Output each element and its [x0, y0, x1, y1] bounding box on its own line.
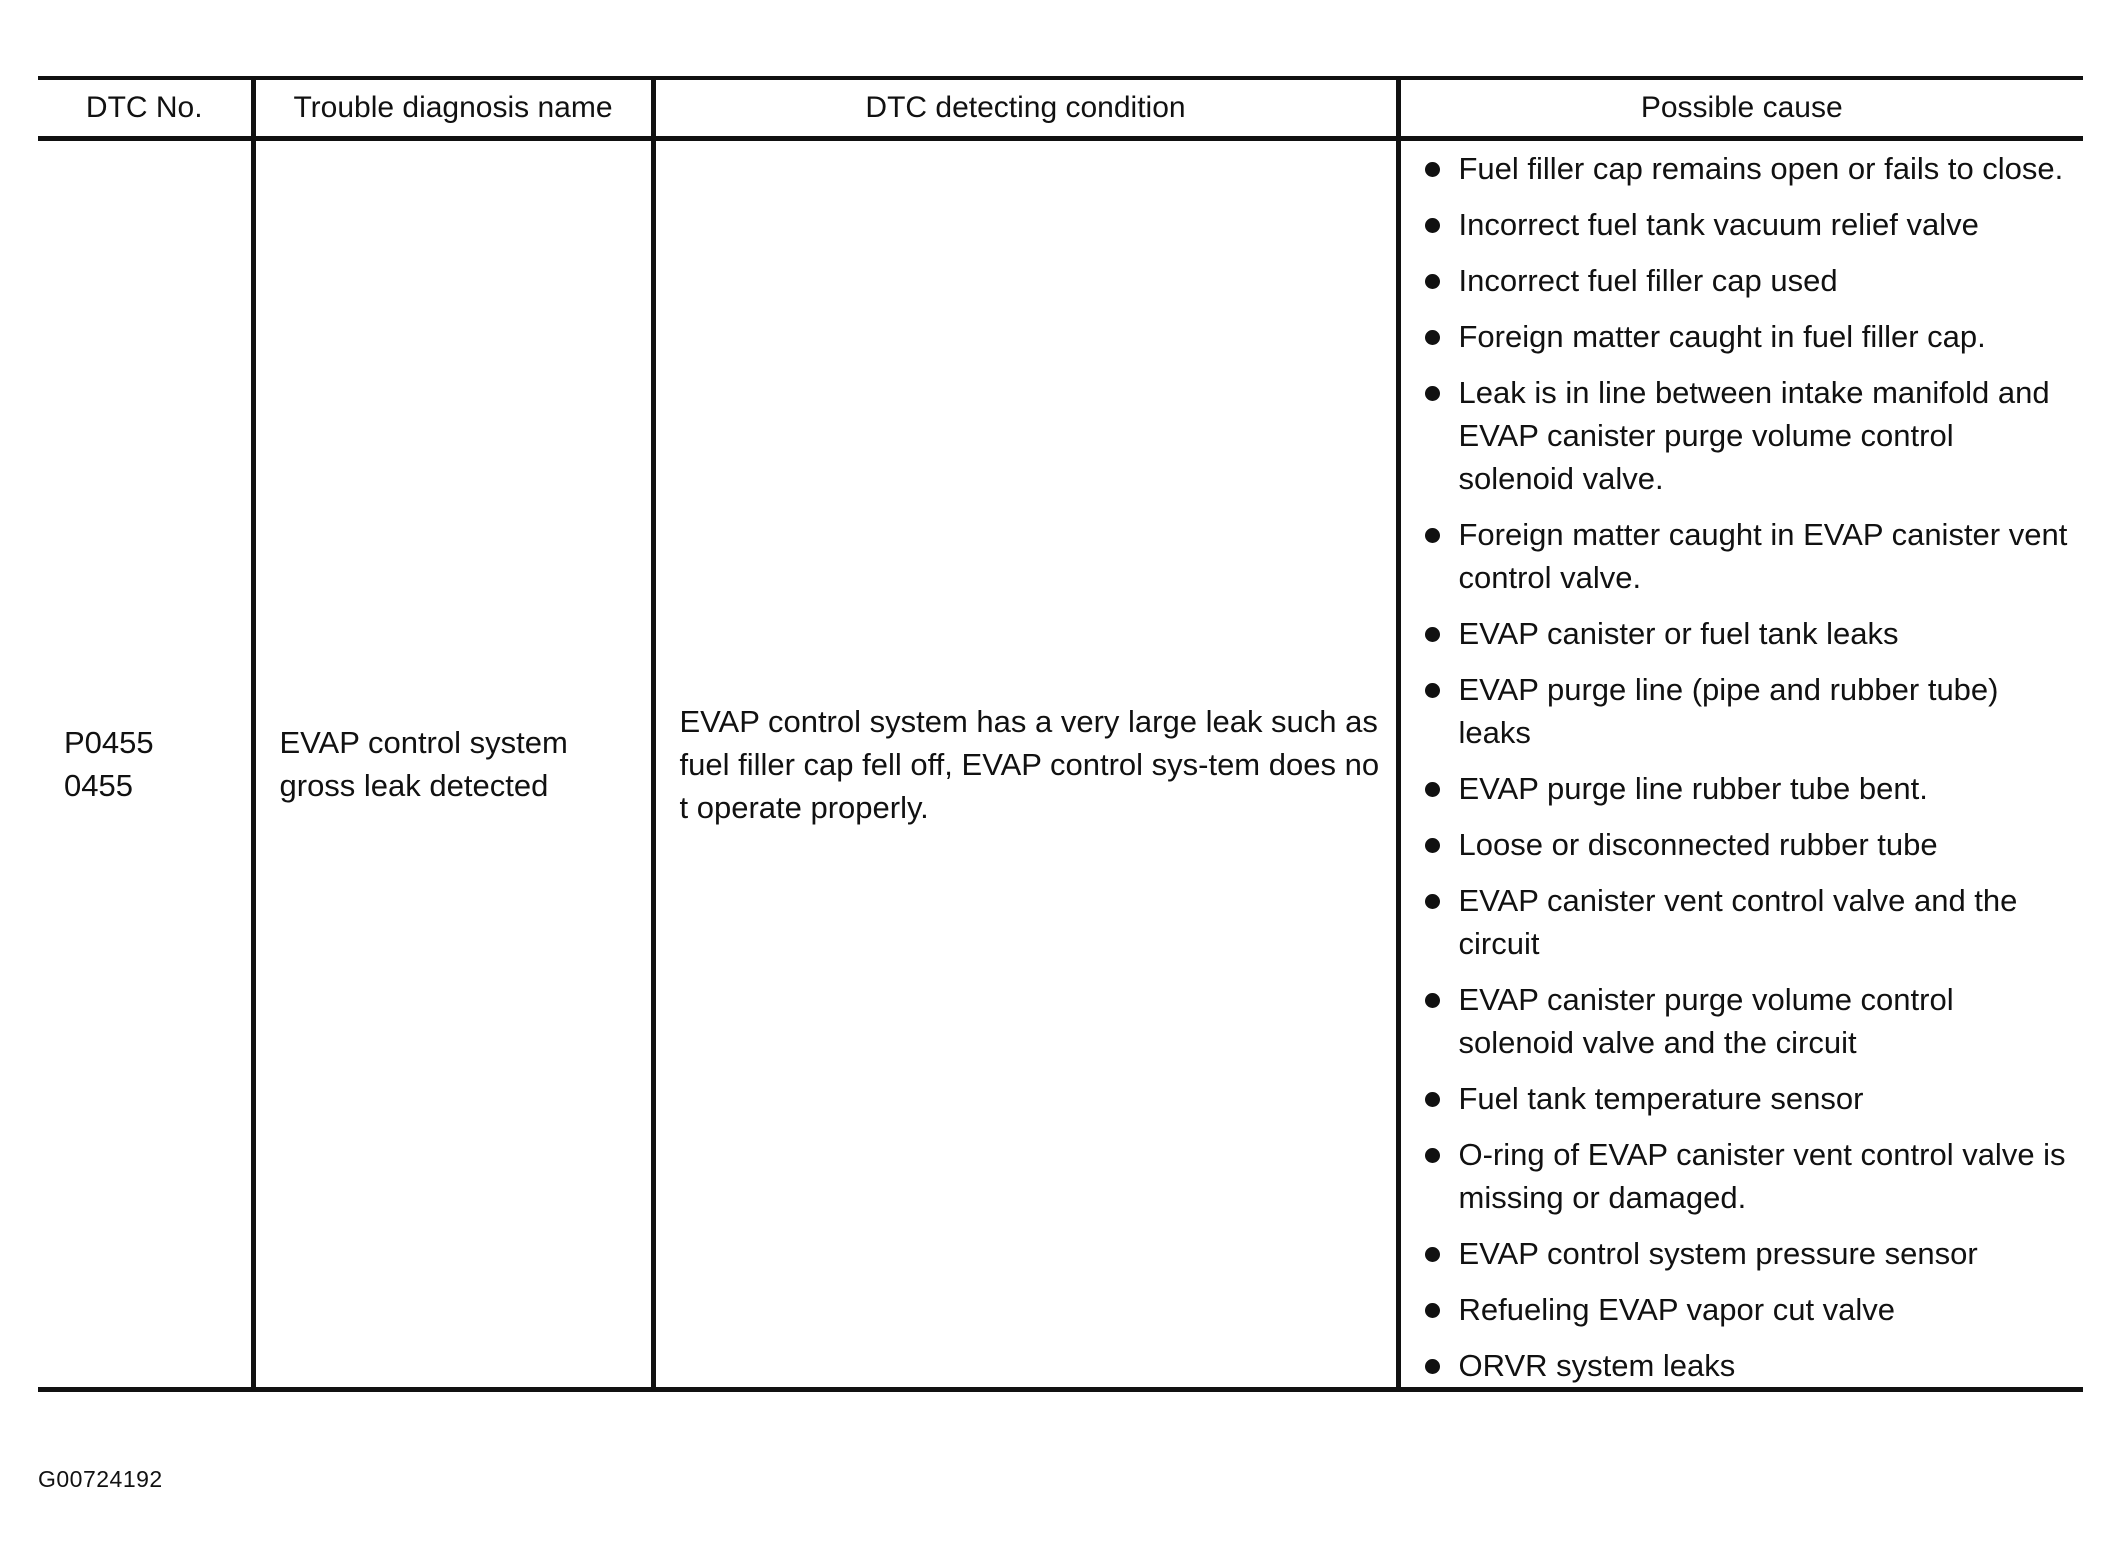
cause-text: EVAP purge line (pipe and rubber tube) leaks	[1458, 672, 1999, 750]
cause-text: Incorrect fuel tank vacuum relief valve	[1458, 207, 1979, 242]
cause-text: Incorrect fuel filler cap used	[1458, 263, 1838, 298]
header-row	[38, 78, 2083, 139]
cause-text: EVAP purge line rubber tube bent.	[1458, 771, 1928, 806]
table-row	[38, 139, 2083, 1390]
list-item	[1425, 259, 2076, 302]
detecting-condition-text: EVAP control system has a very large leak such as fuel filler cap fell off, EVAP control sys-tem does not operate properly.	[679, 703, 1380, 825]
list-item	[1425, 978, 2076, 1064]
bullet-icon	[1425, 1303, 1440, 1318]
bullet-icon	[1425, 993, 1440, 1008]
possible-cause-cell	[1398, 139, 2083, 1390]
bullet-icon	[1425, 894, 1440, 909]
list-item	[1425, 1288, 2076, 1331]
dtc-code-cell	[38, 139, 253, 1390]
dtc-code-primary: P0455	[64, 725, 154, 760]
possible-cause-list	[1425, 147, 2076, 1387]
bullet-icon	[1425, 1148, 1440, 1163]
bullet-icon	[1425, 218, 1440, 233]
list-item	[1425, 668, 2076, 754]
bullet-icon	[1425, 782, 1440, 797]
bullet-icon	[1425, 1092, 1440, 1107]
header-dtc-detecting-condition: DTC detecting condition	[653, 78, 1398, 139]
list-item	[1425, 823, 2076, 866]
dtc-table	[38, 76, 2083, 1392]
header-dtc-no: DTC No.	[38, 78, 253, 139]
cause-text: Foreign matter caught in fuel filler cap.	[1458, 319, 1986, 354]
bullet-icon	[1425, 274, 1440, 289]
list-item	[1425, 315, 2076, 358]
cause-text: EVAP canister or fuel tank leaks	[1458, 616, 1899, 651]
list-item	[1425, 371, 2076, 500]
list-item	[1425, 1077, 2076, 1120]
bullet-icon	[1425, 1247, 1440, 1262]
header-possible-cause: Possible cause	[1398, 78, 2083, 139]
bullet-icon	[1425, 330, 1440, 345]
list-item	[1425, 147, 2076, 190]
cause-text: Foreign matter caught in EVAP canister vent control valve.	[1458, 517, 2068, 595]
header-trouble-diagnosis-name: Trouble diagnosis name	[253, 78, 653, 139]
detecting-condition-cell	[653, 139, 1398, 1390]
figure-id: G00724192	[38, 1466, 163, 1492]
bullet-icon	[1425, 386, 1440, 401]
list-item	[1425, 1344, 2076, 1387]
trouble-diagnosis-name: EVAP control system gross leak detected	[279, 725, 568, 803]
cause-text: EVAP control system pressure sensor	[1458, 1236, 1978, 1271]
list-item	[1425, 1232, 2076, 1275]
cause-text: Loose or disconnected rubber tube	[1458, 827, 1938, 862]
cause-text: Refueling EVAP vapor cut valve	[1458, 1292, 1896, 1327]
cause-text: Leak is in line between intake manifold and EVAP canister purge volume control solenoid valve.	[1458, 375, 2050, 496]
list-item	[1425, 1133, 2076, 1219]
cause-text: EVAP canister purge volume control solenoid valve and the circuit	[1458, 982, 1954, 1060]
bullet-icon	[1425, 627, 1440, 642]
bullet-icon	[1425, 528, 1440, 543]
cause-text: EVAP canister vent control valve and the circuit	[1458, 883, 2018, 961]
cause-text: Fuel filler cap remains open or fails to close.	[1458, 151, 2064, 186]
list-item	[1425, 879, 2076, 965]
bullet-icon	[1425, 1359, 1440, 1374]
cause-text: O-ring of EVAP canister vent control valve is missing or damaged.	[1458, 1137, 2066, 1215]
bullet-icon	[1425, 838, 1440, 853]
cause-text: ORVR system leaks	[1458, 1348, 1736, 1383]
list-item	[1425, 203, 2076, 246]
dtc-code-secondary: 0455	[64, 768, 133, 803]
list-item	[1425, 767, 2076, 810]
trouble-diagnosis-name-cell	[253, 139, 653, 1390]
bullet-icon	[1425, 683, 1440, 698]
cause-text: Fuel tank temperature sensor	[1458, 1081, 1864, 1116]
bullet-icon	[1425, 162, 1440, 177]
list-item	[1425, 513, 2076, 599]
list-item	[1425, 612, 2076, 655]
